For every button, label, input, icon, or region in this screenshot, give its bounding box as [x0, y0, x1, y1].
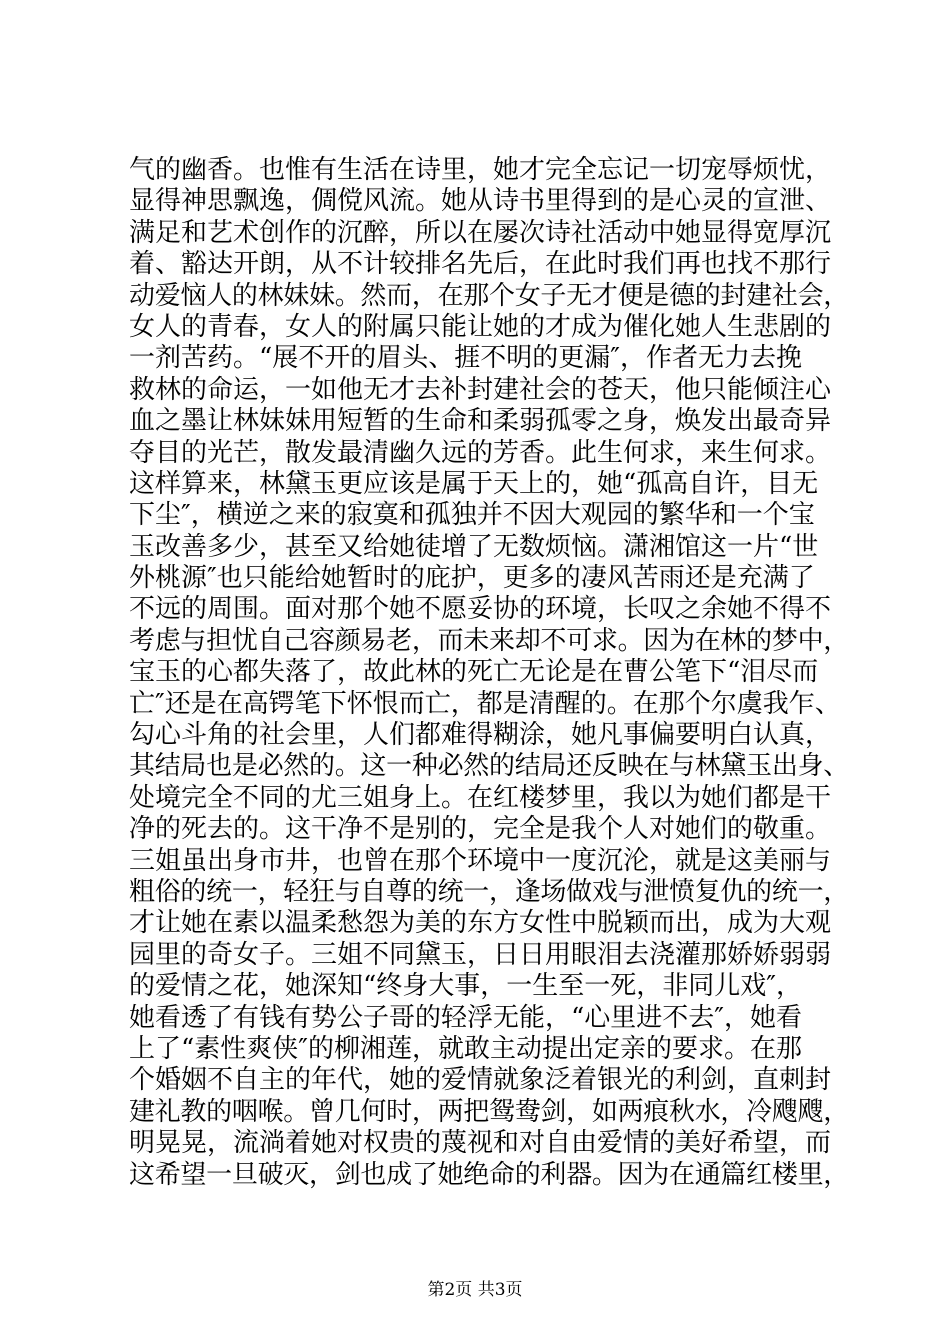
text-line: 这样算来，林黛玉更应该是属于天上的，她“孤高自许，目无 — [129, 468, 819, 499]
text-line: 园里的奇女子。三姐不同黛玉，日日用眼泪去浇灌那娇娇弱弱 — [129, 939, 832, 970]
text-line: 考虑与担忧自己容颜易老，而未来却不可求。因为在林的梦中， — [129, 625, 849, 656]
text-line: 勾心斗角的社会里，人们都难得糊涂，她凡事偏要明白认真， — [129, 720, 832, 751]
text-line: 女人的青春，女人的附属只能让她的才成为催化她人生悲剧的 — [129, 311, 832, 342]
text-line: 宝玉的心都失落了，故此林的死亡无论是在曹公笔下“泪尽而 — [129, 657, 819, 688]
text-line: 气的幽香。也惟有生活在诗里，她才完全忘记一切宠辱烦忧， — [129, 155, 832, 185]
text-line: 着、豁达开朗，从不计较排名先后，在此时我们再也找不那行 — [129, 249, 832, 280]
text-line: 一剂苦药。“展不开的眉头、捱不明的更漏″，作者无力去挽 — [129, 343, 803, 374]
text-line: 三姐虽出身市井，也曾在那个环境中一度沉沦，就是这美丽与 — [129, 845, 832, 876]
text-line: 救林的命运，一如他无才去补封建社会的苍天，他只能倾注心 — [129, 374, 832, 405]
text-line: 个婚姻不自主的年代，她的爱情就象泛着银光的利剑，直刺封 — [129, 1065, 832, 1096]
text-line: 显得神思飘逸，倜傥风流。她从诗书里得到的是心灵的宣泄、 — [129, 186, 832, 217]
text-line: 这希望一旦破灭，剑也成了她绝命的利器。因为在通篇红楼里， — [129, 1159, 849, 1190]
text-line: 动爱恼人的林妹妹。然而，在那个女子无才便是德的封建社会， — [129, 280, 849, 311]
text-line: 处境完全不同的尤三姐身上。在红楼梦里，我以为她们都是干 — [129, 782, 832, 813]
text-line: 下尘″，横逆之来的寂寞和孤独并不因大观园的繁华和一个宝 — [129, 500, 815, 531]
text-line: 其结局也是必然的。这一种必然的结局还反映在与林黛玉出身、 — [129, 751, 849, 782]
text-line: 满足和艺术创作的沉醉，所以在屡次诗社活动中她显得宽厚沉 — [129, 217, 832, 248]
text-line: 亡″还是在高锷笔下怀恨而亡，都是清醒的。在那个尔虞我乍、 — [129, 688, 841, 719]
text-line: 不远的周围。面对那个她不愿妥协的环境，长叹之余她不得不 — [129, 594, 832, 625]
text-line: 血之墨让林妹妹用短暂的生命和柔弱孤零之身，焕发出最奇异 — [129, 406, 832, 437]
body-text — [129, 155, 849, 1191]
text-line: 上了“素性爽侠″的柳湘莲，就敢主动提出定亲的要求。在那 — [129, 1033, 803, 1064]
text-line: 外桃源″也只能给她暂时的庇护，更多的凄风苦雨还是充满了 — [129, 563, 815, 594]
text-line: 才让她在素以温柔愁怨为美的东方女性中脱颖而出，成为大观 — [129, 908, 832, 939]
text-line: 明晃晃，流淌着她对权贵的蔑视和对自由爱情的美好希望，而 — [129, 1128, 832, 1159]
text-line: 净的死去的。这干净不是别的，完全是我个人对她们的敬重。 — [129, 814, 832, 845]
page-footer: 第2页 共3页 — [427, 1280, 523, 1300]
text-line: 的爱情之花，她深知“终身大事，一生至一死，非同儿戏″， — [129, 971, 803, 1002]
text-line: 玉改善多少，甚至又给她徒增了无数烦恼。潇湘馆这一片“世 — [129, 531, 819, 562]
text-line: 夺目的光芒，散发最清幽久远的芳香。此生何求，来生何求。 — [129, 437, 832, 468]
text-line: 她看透了有钱有势公子哥的轻浮无能，“心里进不去″，她看 — [129, 1002, 803, 1033]
text-line: 建礼教的咽喉。曾几何时，两把鸳鸯剑，如两痕秋水，冷飕飕， — [129, 1096, 849, 1127]
text-line: 粗俗的统一，轻狂与自尊的统一，逢场做戏与泄愤复仇的统一， — [129, 876, 849, 907]
